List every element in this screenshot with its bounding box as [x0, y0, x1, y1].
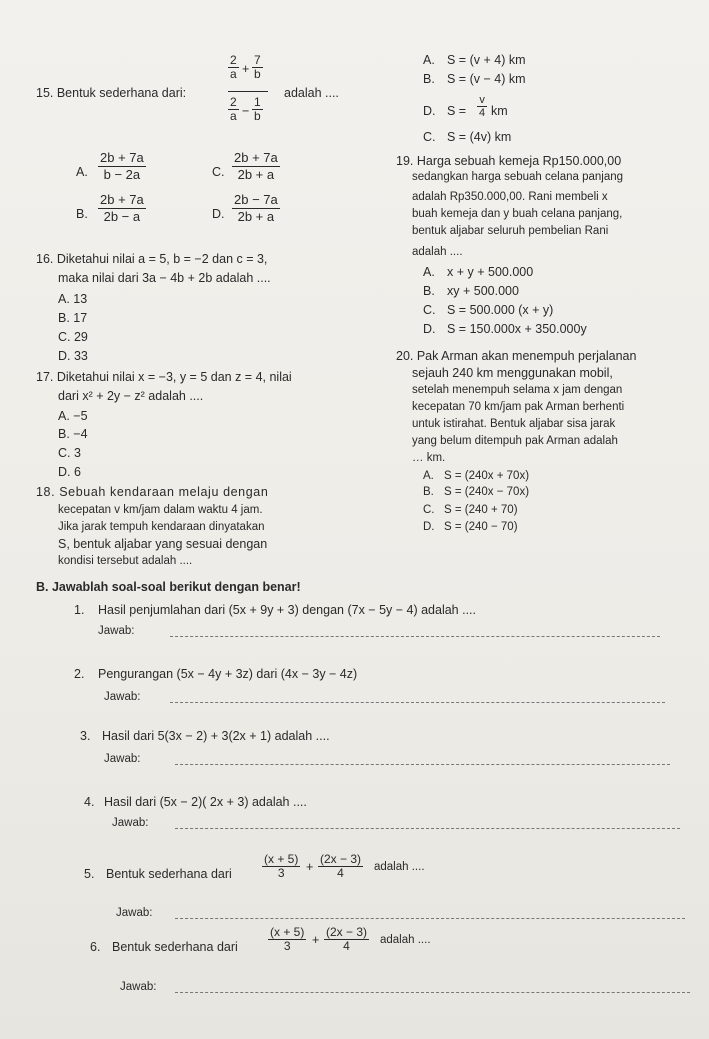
q15-opt-c-label: C. [212, 165, 225, 179]
q16-line-1: 16. Diketahui nilai a = 5, b = −2 dan c = 3, [36, 252, 268, 266]
q15-opt-b-label: B. [76, 207, 88, 221]
q15-frac-1b: $\frac{1}{b}$ [254, 95, 261, 123]
q20-line-6: yang belum ditempuh pak Arman adalah [412, 435, 618, 447]
b6-answer-label: Jawab: [120, 981, 157, 993]
q15-opt-d[interactable]: $\frac{2b - 7a}{2b + a}$ [234, 192, 278, 224]
b6-frac-1: $\frac{(x + 5)}{3}$ [270, 925, 305, 953]
q16-opt-b[interactable]: B. 17 [58, 311, 88, 325]
q15-opt-c[interactable]: $\frac{2b + 7a}{2b + a}$ [234, 150, 278, 182]
q17-line-2: dari x² + 2y − z² adalah .... [58, 389, 204, 403]
q19-line-3: adalah Rp350.000,00. Rani membeli x [412, 191, 608, 203]
q19-line-5: bentuk aljabar seluruh pembelian Rani [412, 225, 609, 237]
q20-line-4: kecepatan 70 km/jam pak Arman berhenti [412, 401, 625, 413]
b2-answer-line[interactable] [170, 702, 665, 703]
q19-opt-a[interactable]: x + y + 500.000 [447, 265, 534, 279]
b1-question: Hasil penjumlahan dari (5x + 9y + 3) dengan (7x − 5y − 4) adalah .... [98, 603, 477, 617]
q15-opt-d-label: D. [212, 207, 225, 221]
q19-line-4: buah kemeja dan y buah celana panjang, [412, 208, 623, 220]
q20-line-3: setelah menempuh selama x jam dengan [412, 384, 623, 396]
b5-question-pre: Bentuk sederhana dari [106, 867, 232, 881]
q16-opt-d[interactable]: D. 33 [58, 349, 88, 363]
b5-answer-label: Jawab: [116, 907, 153, 919]
q18-line-4: S, bentuk aljabar yang sesuai dengan [58, 537, 268, 551]
q15-suffix: adalah .... [284, 86, 339, 100]
q15-complex-fraction: $\frac{2}{a}$ + $\frac{7}{b}$ $\frac{2}{a}$ − $\frac{1}{b}$ [228, 54, 280, 132]
q20-line-1: 20. Pak Arman akan menempuh perjalanan [396, 349, 637, 363]
q15-frac-2a: $\frac{2}{a}$ [230, 53, 237, 81]
q15-main-bar [228, 91, 268, 92]
q20-line-7: … km. [412, 452, 446, 464]
q16-opt-c[interactable]: C. 29 [58, 330, 88, 344]
b4-number: 4. [84, 795, 95, 809]
q19-opt-c[interactable]: S = 500.000 (x + y) [447, 303, 554, 317]
b6-number: 6. [90, 940, 101, 954]
q15-opt-a[interactable]: $\frac{2b + 7a}{b - 2a}$ [100, 150, 144, 182]
q20-opt-a[interactable]: S = (240x + 70x) [444, 470, 530, 482]
q20-opt-c[interactable]: S = (240 + 70) [444, 504, 518, 516]
q20-opt-d[interactable]: S = (240 − 70) [444, 521, 518, 533]
b5-number: 5. [84, 867, 95, 881]
q16-opt-a[interactable]: A. 13 [58, 292, 88, 306]
q17-opt-c[interactable]: C. 3 [58, 446, 81, 460]
q17-line-1: 17. Diketahui nilai x = −3, y = 5 dan z = 4, nilai [36, 370, 292, 384]
q18-opt-b[interactable]: S = (v − 4) km [447, 72, 526, 86]
q19-opt-b[interactable]: xy + 500.000 [447, 284, 519, 298]
q15-frac-7b: $\frac{7}{b}$ [254, 53, 261, 81]
q15-opt-a-label: A. [76, 165, 88, 179]
q19-line-1: 19. Harga sebuah kemeja Rp150.000,00 [396, 154, 622, 168]
b2-number: 2. [74, 667, 85, 681]
b6-answer-line[interactable] [175, 992, 690, 993]
q15-prefix: 15. Bentuk sederhana dari: [36, 86, 187, 100]
b2-answer-label: Jawab: [104, 691, 141, 703]
b4-answer-line[interactable] [175, 828, 680, 829]
q17-opt-d[interactable]: D. 6 [58, 465, 81, 479]
b4-answer-label: Jawab: [112, 817, 149, 829]
b5-answer-line[interactable] [175, 918, 685, 919]
q18-line-2: kecepatan v km/jam dalam waktu 4 jam. [58, 504, 263, 516]
b3-number: 3. [80, 729, 91, 743]
b5-frac-2: $\frac{(2x - 3)}{4}$ [320, 852, 362, 880]
q18-line-5: kondisi tersebut adalah .... [58, 555, 193, 567]
worksheet-page: 15. Bentuk sederhana dari: $\frac{2}{a}$ + $\frac{7}{b}$ $\frac{2}{a}$ − $\frac{1}{b}$ adalah .... A. $\frac{2b + 7a}{b - 2a}$ C. $\frac{2b + 7a}{2b + a}$ B. $\frac{2b + 7a}{2b - a}$ D. $\frac{2b - 7a}{2b + a}$ A. S = (v + 4) km B. S = (v − 4) km D. S = $\frac{v}{4}$ km C. S = (4v) km 19. Harga sebuah kemeja Rp150.000,00 sedangkan harga sebuah celana panjang adalah Rp350.000,00. Rani membeli x buah kemeja dan y buah celana panjang, bentuk aljabar seluruh pembelian Rani adalah .... A. x + y + 500.000 B. xy + 500.000 C. S = 500.000 (x + y) D. S = 150.000x + 350.000y 16. Diketahui nilai a = 5, b = −2 dan c = 3, maka nilai dari 3a − 4b + 2b adalah .... A. 13 B. 17 C. 29 D. 33 20. Pak Arman akan menempuh perjalanan sejauh 240 km menggunakan mobil, setelah menempuh selama x jam dengan kecepatan 70 km/jam pak Arman berhenti untuk istirahat. Bentuk aljabar sisa jarak yang belum ditempuh pak Arman adalah … km. A. S = (240x + 70x) B. S = (240x − 70x) C. S = (240 + 70) D. S = (240 − 70) 17. Diketahui nilai x = −3, y = 5 dan z = 4, nilai dari x² + 2y − z² adalah .... A. −5 B. −4 C. 3 D. 6 18. Sebuah kendaraan melaju dengan kecepatan v km/jam dalam waktu 4 jam. Jika jarak tempuh kendaraan dinyatakan S, bentuk aljabar yang sesuai dengan kondisi tersebut adalah .... B. Jawablah soal-soal berikut dengan benar! 1. Hasil penjumlahan dari (5x + 9y + 3) dengan (7x − 5y − 4) adalah .... Jawab: 2. Pengurangan (5x − 4y + 3z) dari (4x − 3y − 4z) Jawab: 3. Hasil dari 5(3x − 2) + 3(2x + 1) adalah .... Jawab: 4. Hasil dari (5x − 2)( 2x + 3) adalah .... Jawab: 5. Bentuk sederhana dari $\frac{(x + 5)}{3}$ + $\frac{(2x - 3)}{4}$ adalah .... Jawab: 6. Bentuk sederhana dari $\frac{(x + 5)}{3}$ + $\frac{(2x - 3)}{4}$ adalah .... Jawab: [0, 0, 709, 1039]
part-b-heading: B. Jawablah soal-soal berikut dengan benar! [36, 580, 301, 594]
q15-frac-2a-den: $\frac{2}{a}$ [230, 95, 237, 123]
q20-line-2: sejauh 240 km menggunakan mobil, [412, 366, 613, 380]
b3-answer-label: Jawab: [104, 753, 141, 765]
q15-opt-b[interactable]: $\frac{2b + 7a}{2b - a}$ [100, 192, 144, 224]
b6-question-pre: Bentuk sederhana dari [112, 940, 238, 954]
q19-line-2: sedangkan harga sebuah celana panjang [412, 171, 624, 183]
b6-question-post: adalah .... [380, 934, 431, 946]
b3-answer-line[interactable] [175, 764, 670, 765]
q18-line-1: 18. Sebuah kendaraan melaju dengan [36, 485, 269, 499]
b6-frac-2: $\frac{(2x - 3)}{4}$ [326, 925, 368, 953]
b5-frac-1: $\frac{(x + 5)}{3}$ [264, 852, 299, 880]
b2-question: Pengurangan (5x − 4y + 3z) dari (4x − 3y − 4z) [98, 667, 358, 681]
b1-answer-line[interactable] [170, 636, 660, 637]
q19-line-6: adalah .... [412, 246, 463, 258]
q17-opt-a[interactable]: A. −5 [58, 409, 88, 423]
b1-answer-label: Jawab: [98, 625, 135, 637]
q18-line-3: Jika jarak tempuh kendaraan dinyatakan [58, 521, 265, 533]
b3-question: Hasil dari 5(3x − 2) + 3(2x + 1) adalah .... [102, 729, 330, 743]
q17-opt-b[interactable]: B. −4 [58, 427, 88, 441]
q20-line-5: untuk istirahat. Bentuk aljabar sisa jarak [412, 418, 616, 430]
b4-question: Hasil dari (5x − 2)( 2x + 3) adalah .... [104, 795, 307, 809]
q16-line-2: maka nilai dari 3a − 4b + 2b adalah .... [58, 271, 271, 285]
b1-number: 1. [74, 603, 85, 617]
q18-opt-c[interactable]: S = (4v) km [447, 130, 512, 144]
b5-question-post: adalah .... [374, 861, 425, 873]
q18-opt-a[interactable]: S = (v + 4) km [447, 53, 526, 67]
q19-opt-d[interactable]: S = 150.000x + 350.000y [447, 322, 587, 336]
q20-opt-b[interactable]: S = (240x − 70x) [444, 486, 530, 498]
